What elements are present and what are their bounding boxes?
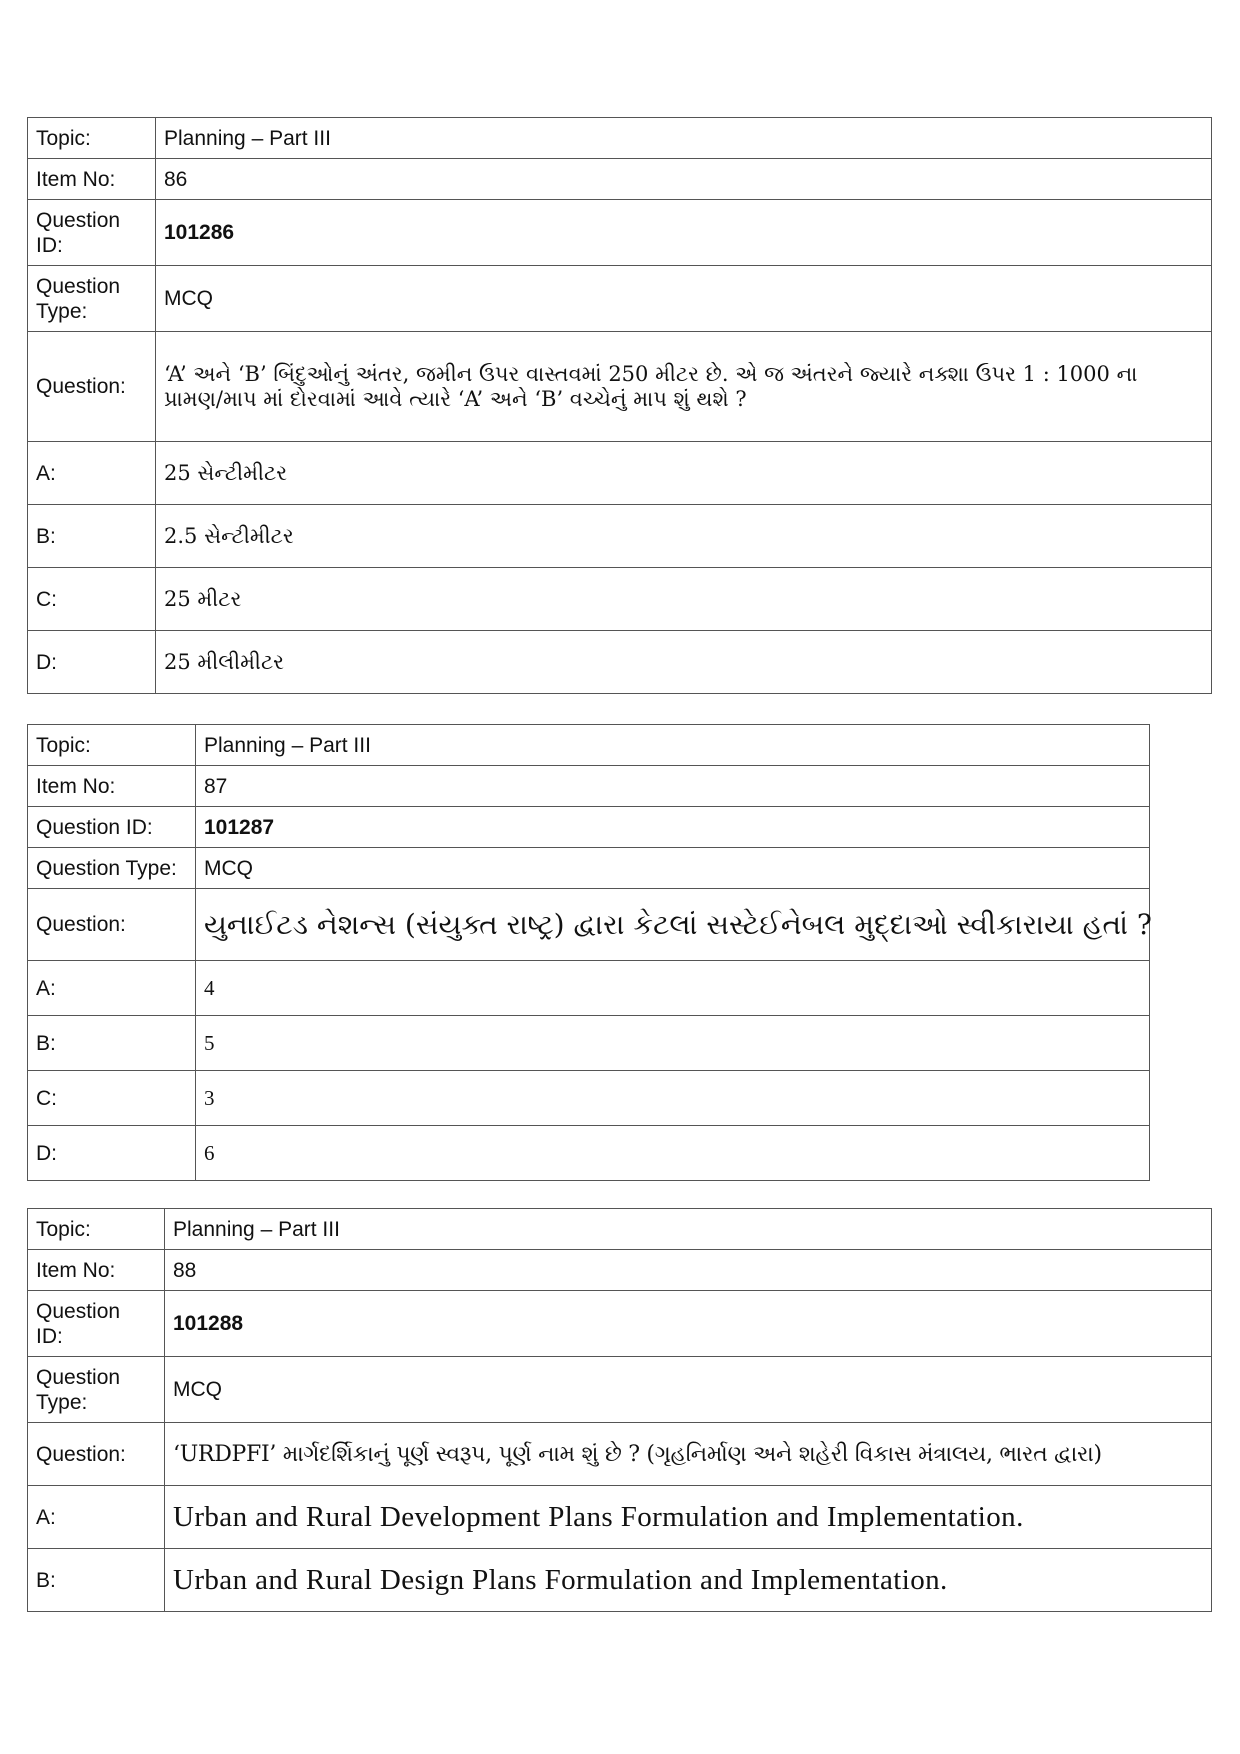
topic-label: Topic:: [28, 118, 156, 159]
question-id-value: 101287: [196, 807, 1150, 848]
option-c-text: 3: [196, 1071, 1150, 1126]
topic-value: Planning – Part III: [196, 725, 1150, 766]
item-no-label: Item No:: [28, 766, 196, 807]
option-a-text: 4: [196, 961, 1150, 1016]
topic-label: Topic:: [28, 1209, 165, 1250]
question-type-value: MCQ: [165, 1357, 1212, 1423]
option-c-label: C:: [28, 1071, 196, 1126]
option-b-label: B:: [28, 1549, 165, 1612]
topic-value: Planning – Part III: [156, 118, 1212, 159]
question-label: Question:: [28, 1423, 165, 1486]
question-text: ‘URDPFI’ માર્ગદર્શિકાનું પૂર્ણ સ્વરૂપ, પૂર્ણ નામ શું છે ? (ગૃહનિર્માણ અને શહેરી વિકાસ મંત્રાલય, ભારત દ્વારા): [165, 1423, 1212, 1486]
option-d-text: 6: [196, 1126, 1150, 1181]
option-d-label: D:: [28, 631, 156, 694]
option-b-label: B:: [28, 1016, 196, 1071]
option-d-text: 25 મીલીમીટર: [156, 631, 1212, 694]
option-d-label: D:: [28, 1126, 196, 1181]
question-id-value: 101288: [165, 1291, 1212, 1357]
item-no-label: Item No:: [28, 159, 156, 200]
question-table-87: [27, 724, 1150, 1181]
question-label: Question:: [28, 889, 196, 961]
option-b-text: Urban and Rural Design Plans Formulation and Implementation.: [165, 1549, 1212, 1612]
option-c-text: 25 મીટર: [156, 568, 1212, 631]
question-id-label: Question ID:: [28, 1291, 165, 1357]
question-id-value: 101286: [156, 200, 1212, 266]
option-b-text: 2.5 સેન્ટીમીટર: [156, 505, 1212, 568]
item-no-value: 88: [165, 1250, 1212, 1291]
item-no-label: Item No:: [28, 1250, 165, 1291]
question-text: ‘A’ અને ‘B’ બિંદુઓનું અંતર, જમીન ઉપર વાસ્તવમાં 250 મીટર છે. એ જ અંતરને જ્યારે નક્શા ઉપર 1 : 1000 ના પ્રામણ/માપ માં દોરવામાં આવે ત્યારે ‘A’ અને ‘B’ વચ્ચેનું માપ શું થશે ?: [156, 332, 1212, 442]
question-type-label: Question Type:: [28, 1357, 165, 1423]
question-type-value: MCQ: [156, 266, 1212, 332]
option-a-label: A:: [28, 961, 196, 1016]
option-b-text: 5: [196, 1016, 1150, 1071]
item-no-value: 87: [196, 766, 1150, 807]
option-a-text: Urban and Rural Development Plans Formulation and Implementation.: [165, 1486, 1212, 1549]
option-a-label: A:: [28, 1486, 165, 1549]
question-type-label: Question Type:: [28, 848, 196, 889]
question-id-label: Question ID:: [28, 807, 196, 848]
option-b-label: B:: [28, 505, 156, 568]
topic-value: Planning – Part III: [165, 1209, 1212, 1250]
option-a-text: 25 સેન્ટીમીટર: [156, 442, 1212, 505]
item-no-value: 86: [156, 159, 1212, 200]
option-c-label: C:: [28, 568, 156, 631]
topic-label: Topic:: [28, 725, 196, 766]
question-table-86: [27, 117, 1212, 694]
question-text: યુનાઈટડ નેશન્સ (સંયુક્ત રાષ્ટ્ર) દ્વારા કેટલાં સસ્ટેઈનેબલ મુદ્દાઓ સ્વીકારાયા હતાં ?: [196, 889, 1150, 961]
question-type-label: Question Type:: [28, 266, 156, 332]
question-id-label: Question ID:: [28, 200, 156, 266]
option-a-label: A:: [28, 442, 156, 505]
question-table-88: [27, 1208, 1212, 1612]
question-label: Question:: [28, 332, 156, 442]
question-type-value: MCQ: [196, 848, 1150, 889]
